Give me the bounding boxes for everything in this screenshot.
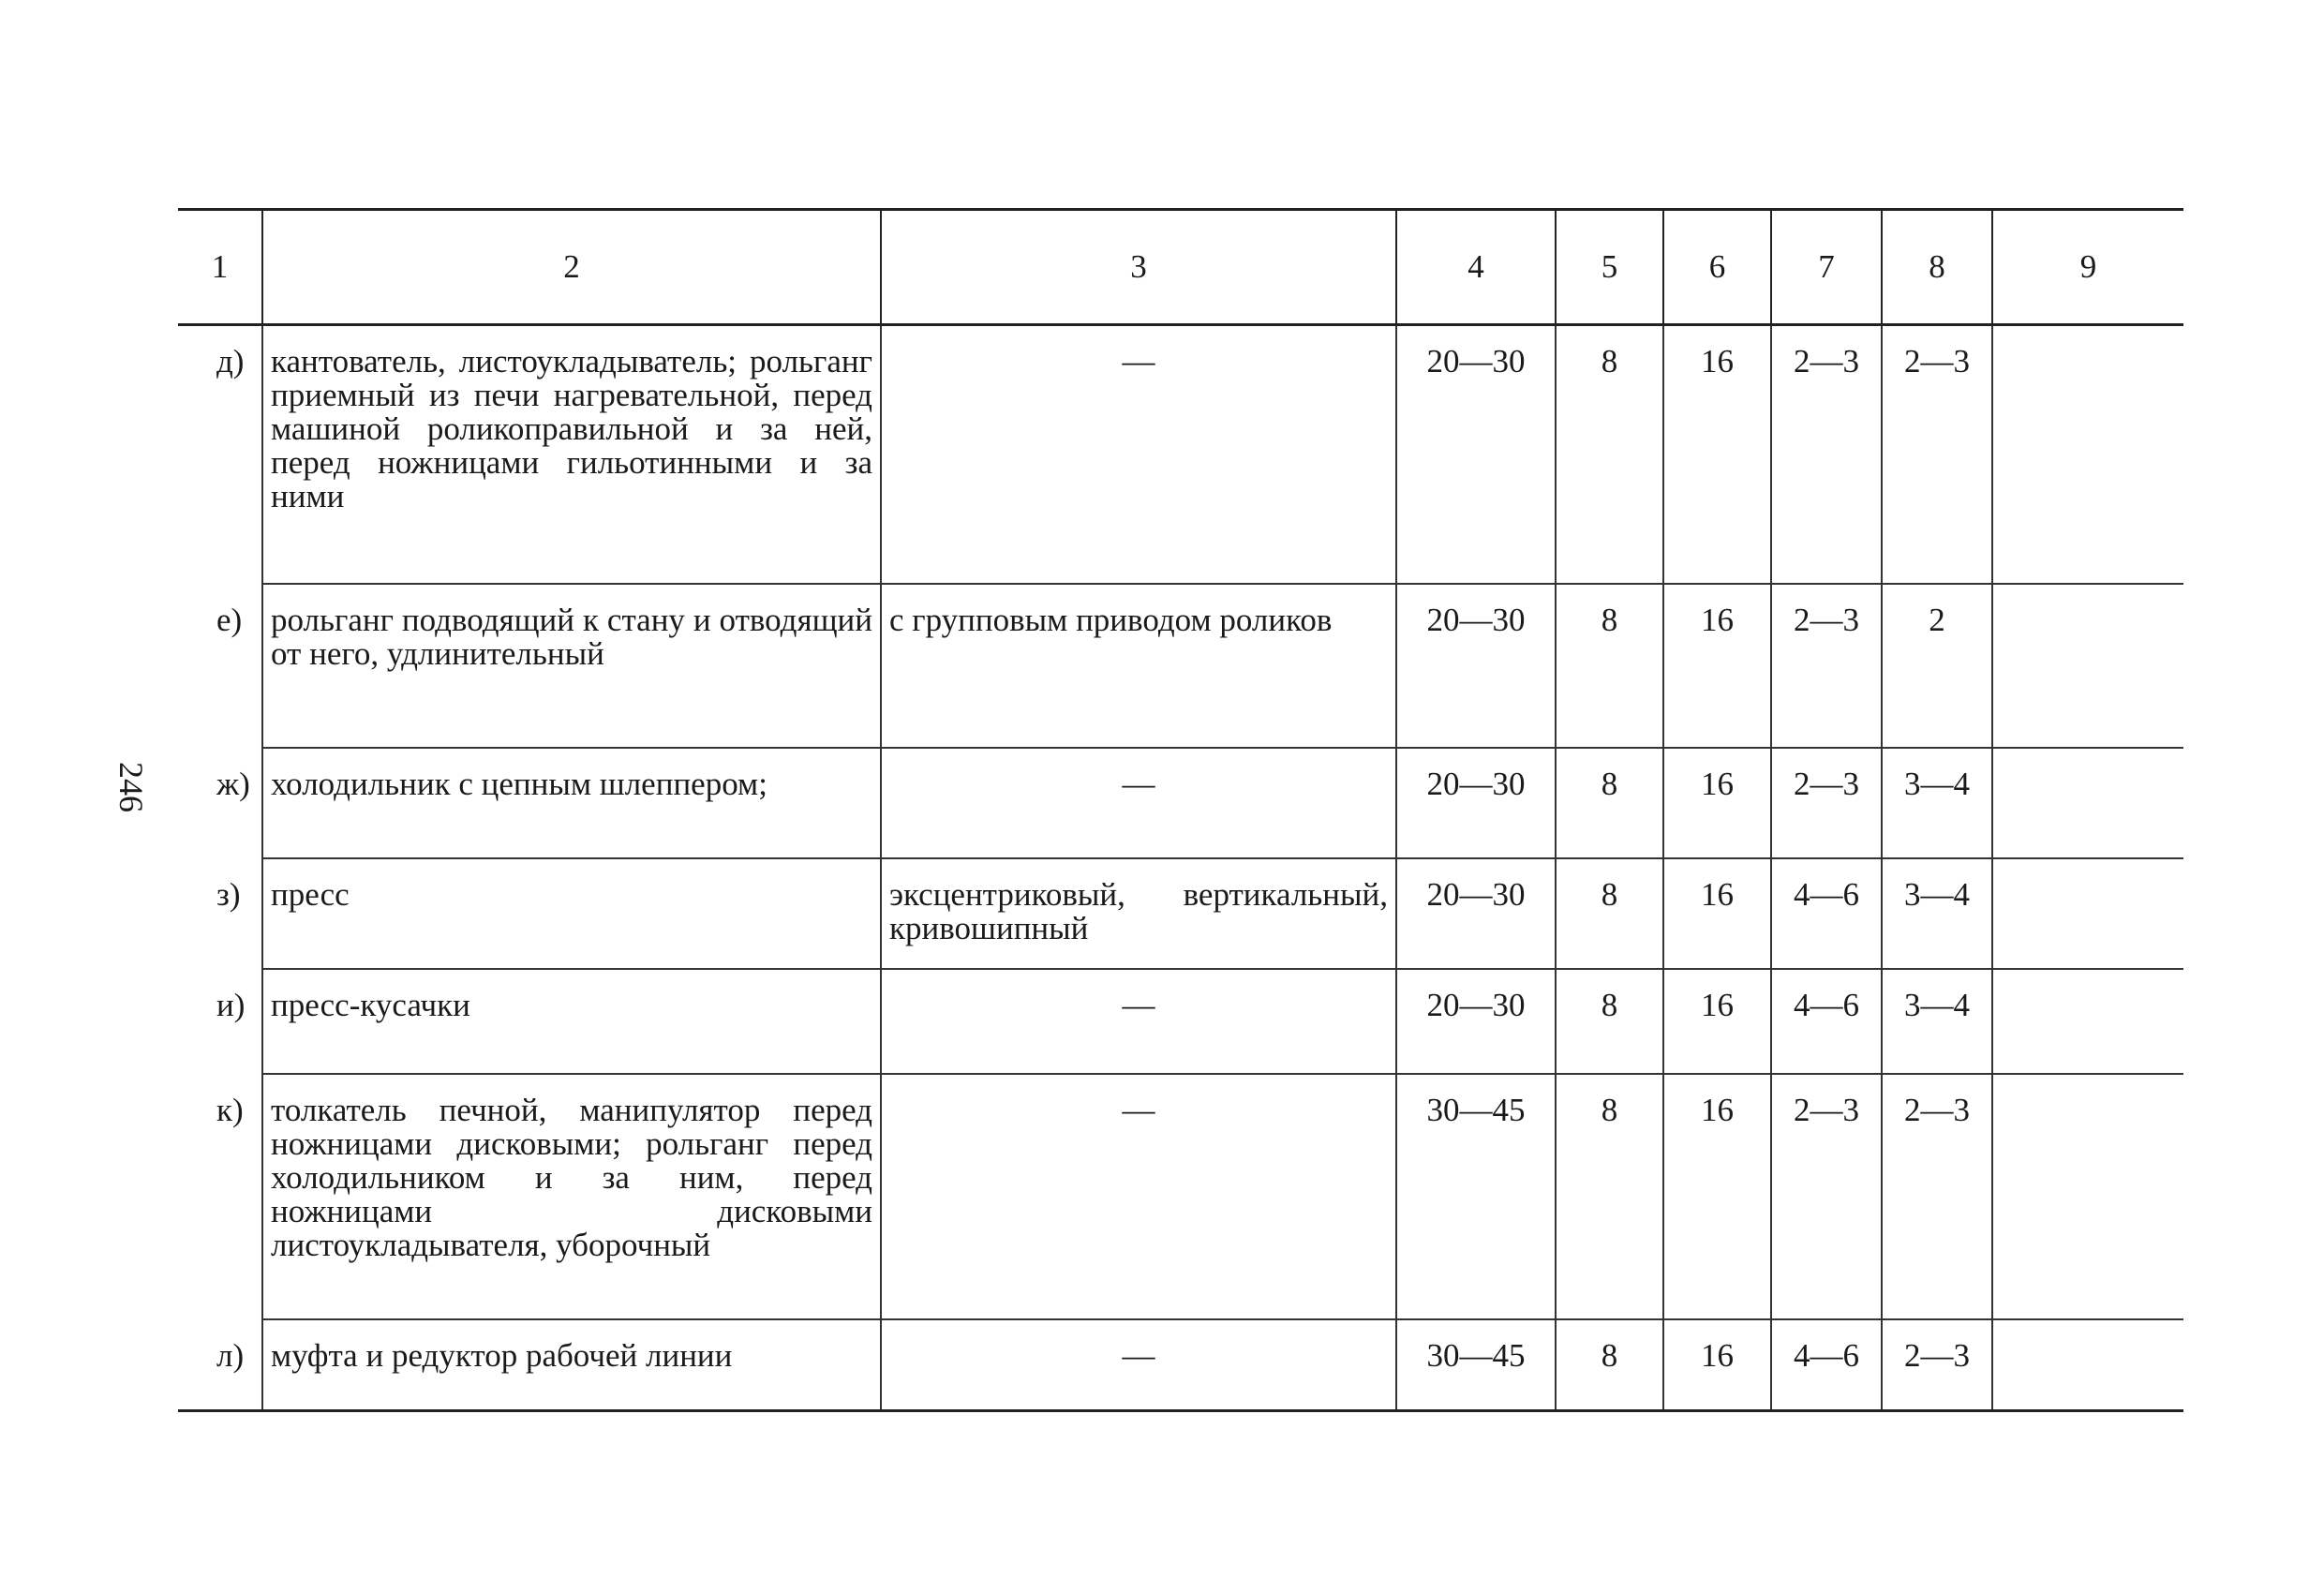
table-cell: 30—45 <box>1396 1319 1556 1411</box>
column-header: 7 <box>1771 210 1882 325</box>
equipment-name: кантователь, листоукладыватель; рольганг приемный из печи нагревательной, перед машиной роликоправильной и за ней, перед ножницами гильотинными и за ними <box>271 343 872 514</box>
table-cell: 2—3 <box>1771 1074 1882 1319</box>
equipment-type-cell: с групповым приводом роликов <box>881 584 1396 748</box>
table-cell: 8 <box>1556 748 1663 858</box>
table-row <box>178 1319 2183 1411</box>
table-cell: 20—30 <box>1396 325 1556 584</box>
equipment-name: рольганг подводящий к стану и отводящий от него, удлинительный <box>271 601 872 672</box>
equipment-name: пресс-кусачки <box>271 986 470 1023</box>
equipment-name: толкатель печной, манипулятор перед ножницами дисковыми; рольганг перед холодильником и за ним, перед ножницами дисковыми листоукладывателя, уборочный <box>271 1091 872 1263</box>
column-header: 9 <box>1992 210 2183 325</box>
row-letter: д) <box>216 343 245 380</box>
table-cell: 3—4 <box>1882 969 1992 1074</box>
table-cell <box>1992 325 2183 584</box>
table-cell: 20—30 <box>1396 584 1556 748</box>
table-cell: 16 <box>1663 1319 1771 1411</box>
table-cell: 8 <box>1556 1319 1663 1411</box>
row-letter: ж) <box>216 765 250 802</box>
equipment-name-cell <box>216 1074 881 1319</box>
column-header: 1 <box>178 210 262 325</box>
table-cell: 8 <box>1556 969 1663 1074</box>
table-row <box>178 858 2183 969</box>
table-header-row <box>178 210 2183 325</box>
row-letter: з) <box>216 875 241 913</box>
table-cell: 20—30 <box>1396 858 1556 969</box>
table-cell: 2—3 <box>1882 325 1992 584</box>
table-cell: 16 <box>1663 325 1771 584</box>
table-cell: 2—3 <box>1771 584 1882 748</box>
table-cell: 2 <box>1882 584 1992 748</box>
table-cell <box>178 748 262 858</box>
table-cell: 8 <box>1556 584 1663 748</box>
equipment-name-cell <box>216 325 881 584</box>
table-cell: 4—6 <box>1771 858 1882 969</box>
table-cell: 2—3 <box>1882 1319 1992 1411</box>
equipment-type-cell: — <box>881 1074 1396 1319</box>
equipment-name-cell <box>216 969 881 1074</box>
table-row <box>178 1074 2183 1319</box>
page-number: 246 <box>112 762 150 812</box>
equipment-name-cell <box>216 584 881 748</box>
table-cell: 16 <box>1663 858 1771 969</box>
table-cell: 30—45 <box>1396 1074 1556 1319</box>
equipment-type-cell: — <box>881 1319 1396 1411</box>
table-cell: 20—30 <box>1396 969 1556 1074</box>
row-letter: е) <box>216 601 243 638</box>
table-cell: 4—6 <box>1771 969 1882 1074</box>
table-cell: 20—30 <box>1396 748 1556 858</box>
table-cell <box>1992 858 2183 969</box>
table-row <box>178 584 2183 748</box>
table-cell: 2—3 <box>1771 325 1882 584</box>
row-letter: и) <box>216 986 246 1023</box>
equipment-name: холодильник с цепным шлеппером; <box>271 765 767 802</box>
table-cell <box>1992 748 2183 858</box>
equipment-name-cell <box>216 858 881 969</box>
row-letter: к) <box>216 1091 244 1128</box>
table-cell: 8 <box>1556 325 1663 584</box>
equipment-table <box>178 208 2183 1412</box>
equipment-type-cell: — <box>881 969 1396 1074</box>
column-header: 6 <box>1663 210 1771 325</box>
column-header: 4 <box>1396 210 1556 325</box>
table-cell: 16 <box>1663 969 1771 1074</box>
table-cell: 8 <box>1556 858 1663 969</box>
equipment-name: пресс <box>271 875 350 913</box>
table-row <box>178 969 2183 1074</box>
equipment-name-cell <box>216 748 881 858</box>
table-cell <box>1992 1319 2183 1411</box>
table-cell: 2—3 <box>1882 1074 1992 1319</box>
table-cell: 4—6 <box>1771 1319 1882 1411</box>
column-header: 8 <box>1882 210 1992 325</box>
column-header: 5 <box>1556 210 1663 325</box>
table-cell <box>178 858 262 969</box>
table-cell: 16 <box>1663 584 1771 748</box>
table-cell: 8 <box>1556 1074 1663 1319</box>
row-letter: л) <box>216 1336 245 1374</box>
table-cell: 16 <box>1663 748 1771 858</box>
equipment-type-cell: — <box>881 325 1396 584</box>
equipment-type-cell: эксцентриковый, вертикальный, кривошипный <box>881 858 1396 969</box>
table-cell <box>1992 584 2183 748</box>
table-cell: 3—4 <box>1882 858 1992 969</box>
column-header: 2 <box>262 210 881 325</box>
table-cell: 3—4 <box>1882 748 1992 858</box>
equipment-name: муфта и редуктор рабочей линии <box>271 1336 733 1374</box>
table-cell: 16 <box>1663 1074 1771 1319</box>
table-row <box>178 748 2183 858</box>
column-header: 3 <box>881 210 1396 325</box>
table-cell: 2—3 <box>1771 748 1882 858</box>
equipment-name-cell <box>216 1319 881 1411</box>
table-row <box>178 325 2183 584</box>
table-cell <box>1992 1074 2183 1319</box>
table-cell <box>1992 969 2183 1074</box>
equipment-type-cell: — <box>881 748 1396 858</box>
